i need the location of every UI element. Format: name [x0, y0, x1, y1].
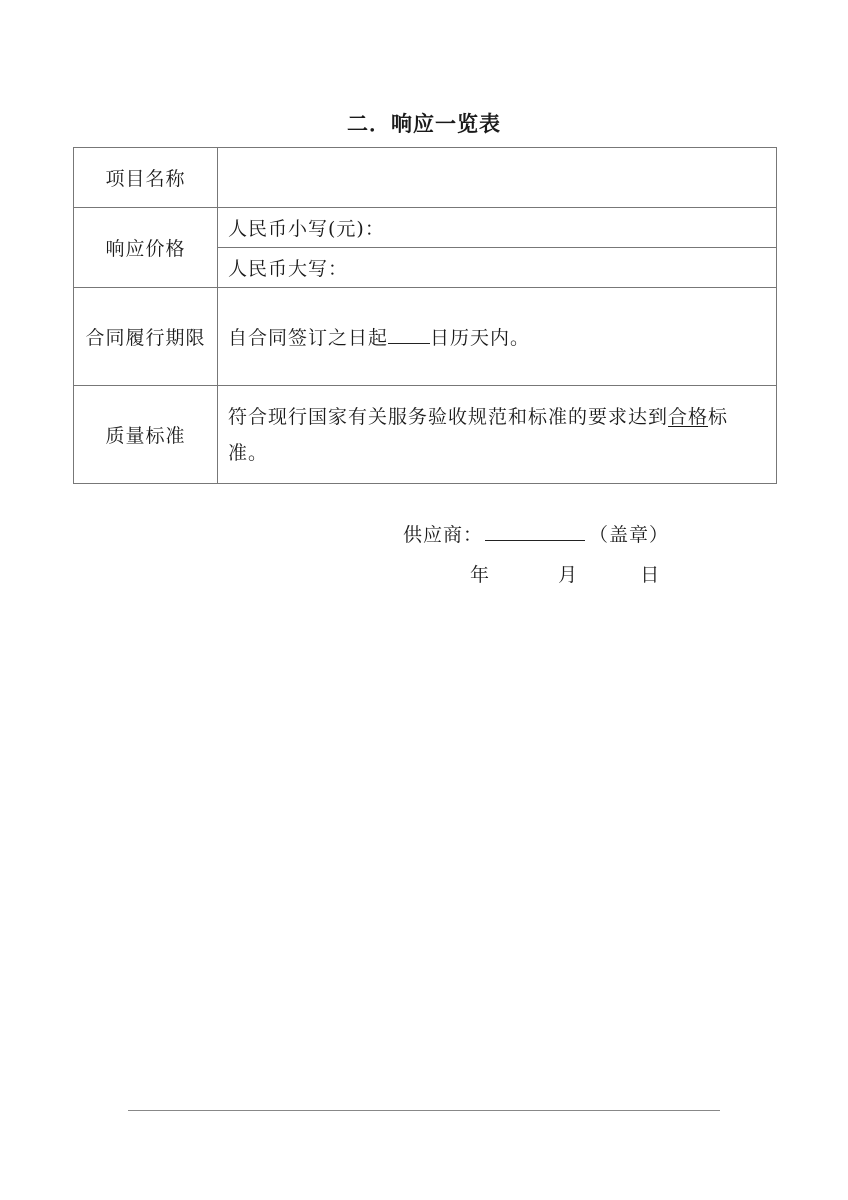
price-lower-case-field[interactable]: 人民币小写(元)：	[218, 208, 777, 248]
supplier-name-blank[interactable]	[485, 520, 585, 541]
quality-value	[218, 386, 777, 484]
price-label: 响应价格	[74, 208, 218, 288]
table-row-project-name	[74, 148, 777, 208]
term-value	[218, 288, 777, 386]
seal-label: （盖章）	[589, 524, 670, 546]
quality-text-underlined: 合格	[668, 405, 709, 428]
quality-text-main: 符合现行国家有关服务验收规范和标准的要求达到	[228, 405, 669, 428]
term-text-before: 自合同签订之日起	[228, 327, 389, 349]
year-label: 年	[470, 564, 490, 586]
table-row-price-lower	[74, 208, 777, 248]
project-name-value[interactable]	[218, 148, 777, 208]
quality-text-end: 标准。	[228, 405, 729, 464]
supplier-label: 供应商：	[403, 524, 484, 546]
quality-label: 质量标准	[74, 386, 218, 484]
table-row-quality	[74, 386, 777, 484]
table-row-term	[74, 288, 777, 386]
response-summary-table	[73, 147, 777, 484]
term-days-blank[interactable]	[388, 325, 430, 344]
term-text-after: 日历天内。	[430, 327, 531, 349]
project-name-label: 项目名称	[74, 148, 218, 208]
date-line	[470, 560, 659, 587]
day-label: 日	[640, 564, 660, 586]
supplier-signature-line	[403, 520, 669, 547]
term-label: 合同履行期限	[74, 288, 218, 386]
document-title: 二．响应一览表	[347, 112, 501, 136]
footer-divider	[128, 1110, 720, 1111]
month-label: 月	[558, 564, 578, 586]
price-upper-case-field[interactable]: 人民币大写：	[218, 248, 777, 288]
